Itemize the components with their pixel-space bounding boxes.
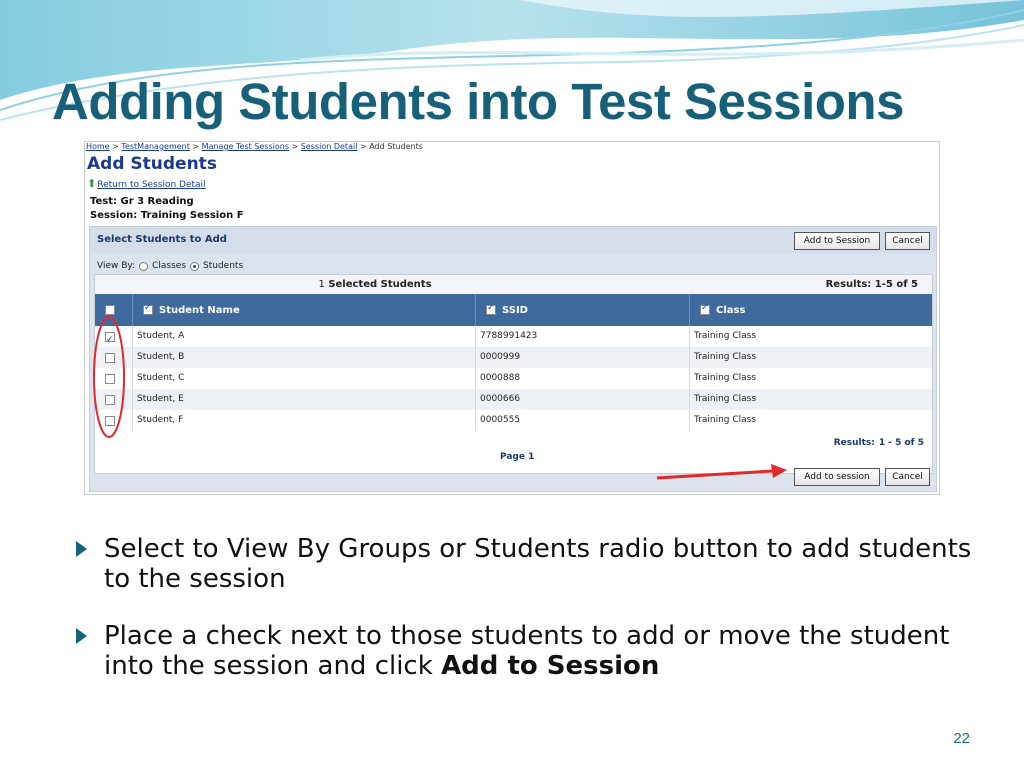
table-row[interactable] xyxy=(95,410,932,431)
breadcrumb-home[interactable]: Home xyxy=(86,142,110,151)
row-checkbox[interactable] xyxy=(105,353,115,363)
class-cell: Training Class xyxy=(694,415,757,425)
student-name-cell: Student, B xyxy=(133,347,476,368)
column-toggle-checkbox[interactable] xyxy=(143,305,153,315)
panel-header xyxy=(90,227,936,253)
class-cell: Training Class xyxy=(694,331,757,341)
column-ssid[interactable]: ✓ SSID xyxy=(476,294,690,326)
bold-action-text: Add to Session xyxy=(441,651,660,681)
slide-title: Adding Students into Test Sessions xyxy=(52,73,904,130)
add-to-session-button[interactable]: Add to session xyxy=(794,468,880,486)
select-all-checkbox[interactable] xyxy=(105,305,115,315)
students-table xyxy=(94,274,933,474)
student-name-cell: Student, E xyxy=(133,389,476,410)
view-by-group xyxy=(97,261,243,271)
table-row[interactable] xyxy=(95,389,932,410)
selection-info-row xyxy=(95,275,932,294)
row-checkbox[interactable] xyxy=(105,395,115,405)
class-cell: Training Class xyxy=(694,373,757,383)
add-students-screenshot xyxy=(84,141,940,495)
row-checkbox[interactable] xyxy=(105,374,115,384)
breadcrumb-test-management[interactable]: TestManagement xyxy=(121,142,190,151)
column-student-name[interactable]: ✓ Student Name xyxy=(133,294,476,326)
classes-radio-label[interactable]: Classes xyxy=(152,261,187,271)
bullet-item: Select to View By Groups or Students radio button to add students to the session xyxy=(76,534,976,594)
student-name-cell: Student, C xyxy=(133,368,476,389)
results-summary-bottom: Results: 1 - 5 of 5 xyxy=(833,438,924,448)
bullet-triangle-icon xyxy=(76,628,87,644)
bullet-triangle-icon xyxy=(76,541,87,557)
cancel-button-top[interactable]: Cancel xyxy=(885,232,930,250)
test-name: Test: Gr 3 Reading xyxy=(90,196,194,207)
students-radio-label[interactable]: Students xyxy=(203,261,244,271)
add-to-session-button-top[interactable]: Add to Session xyxy=(794,232,880,250)
table-header xyxy=(95,294,932,326)
select-students-panel xyxy=(89,226,937,492)
page-title: Add Students xyxy=(87,154,217,174)
ssid-cell: 0000999 xyxy=(476,347,690,368)
cancel-button[interactable]: Cancel xyxy=(885,468,930,486)
class-cell: Training Class xyxy=(694,352,757,362)
panel-title: Select Students to Add xyxy=(97,234,227,245)
breadcrumb: Home > TestManagement > Manage Test Sessions > Session Detail > Add Students xyxy=(86,142,423,151)
results-summary-top: Results: 1-5 of 5 xyxy=(825,279,918,290)
bullet-item: Place a check next to those students to add or move the student into the session and click Add to Session xyxy=(76,621,976,681)
up-arrow-icon: ⬆ xyxy=(87,177,97,190)
ssid-cell: 0000555 xyxy=(476,410,690,431)
page-number: 22 xyxy=(953,730,970,747)
bullet-list xyxy=(76,534,976,708)
table-row[interactable] xyxy=(95,368,932,389)
classes-radio[interactable] xyxy=(139,262,148,271)
ssid-cell: 7788991423 xyxy=(476,326,690,347)
return-to-session-detail-link[interactable]: ⬆Return to Session Detail xyxy=(87,177,206,190)
breadcrumb-session-detail[interactable]: Session Detail xyxy=(300,142,358,151)
column-toggle-checkbox[interactable] xyxy=(486,305,496,315)
column-class[interactable]: ✓ Class xyxy=(690,294,934,326)
row-checkbox[interactable] xyxy=(105,416,115,426)
page-indicator: Page 1 xyxy=(500,452,535,462)
table-row[interactable] xyxy=(95,347,932,368)
breadcrumb-manage-test-sessions[interactable]: Manage Test Sessions xyxy=(201,142,289,151)
student-name-cell: Student, A xyxy=(133,326,476,347)
table-row[interactable] xyxy=(95,326,932,347)
view-by-label: View By: xyxy=(97,261,136,271)
ssid-cell: 0000888 xyxy=(476,368,690,389)
class-cell: Training Class xyxy=(694,394,757,404)
row-checkbox[interactable] xyxy=(105,332,115,342)
session-name: Session: Training Session F xyxy=(90,210,244,221)
column-toggle-checkbox[interactable] xyxy=(700,305,710,315)
selected-students-count: 1 Selected Students xyxy=(318,279,432,290)
ssid-cell: 0000666 xyxy=(476,389,690,410)
students-radio[interactable] xyxy=(190,262,199,271)
student-name-cell: Student, F xyxy=(133,410,476,431)
select-all-column xyxy=(95,294,133,326)
